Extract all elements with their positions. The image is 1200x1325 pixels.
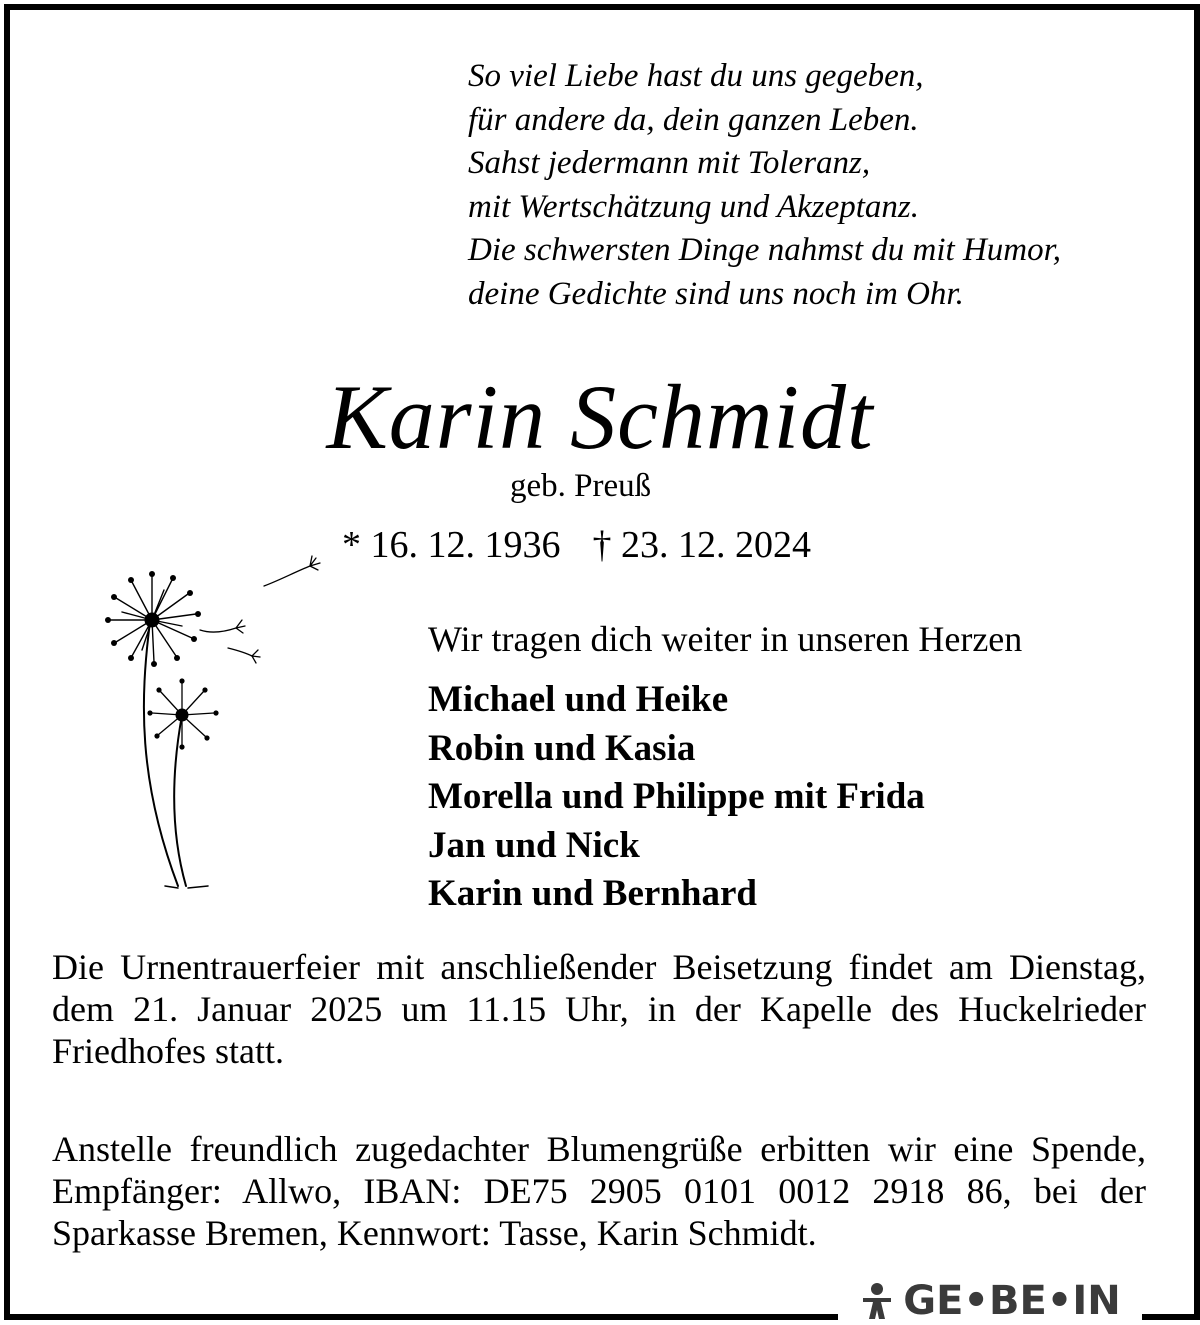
poem bbox=[468, 55, 1168, 316]
poem-line: mit Wertschätzung und Akzeptanz. bbox=[468, 188, 919, 225]
mourner-list bbox=[428, 676, 925, 919]
poem-line: Die schwersten Dinge nahmst du mit Humor, bbox=[468, 232, 1062, 268]
poem-line: Sahst jedermann mit Toleranz, bbox=[468, 145, 871, 181]
death-date: † 23. 12. 2024 bbox=[592, 524, 811, 566]
gebein-logo-text: GE•BE•IN bbox=[903, 1277, 1121, 1324]
deceased-name: Karin Schmidt bbox=[326, 366, 874, 468]
dandelion-icon bbox=[100, 550, 380, 900]
poem-line: für andere da, dein ganzen Leben. bbox=[468, 101, 919, 138]
gebein-logo-icon bbox=[859, 1282, 895, 1320]
mourner-name: Morella und Philippe mit Frida bbox=[428, 776, 925, 817]
deceased-name-row bbox=[0, 362, 1200, 472]
life-dates bbox=[342, 522, 811, 568]
service-paragraph: Die Urnentrauerfeier mit anschließender Beisetzung findet am Dienstag, dem 21. Januar 2025 um 11.15 Uhr, in der Kapelle des Huckelrieder Friedhofes statt. bbox=[52, 947, 1146, 1071]
donation-paragraph: Anstelle freundlich zugedachter Blumengrüße erbitten wir eine Spende, Empfänger: Allwo, IBAN: DE75 2905 0101 0012 2918 86, bei der Sparkasse Bremen, Kennwort: Tasse, Karin Schmidt. bbox=[52, 1129, 1146, 1253]
mourner-name: Michael und Heike bbox=[428, 679, 729, 720]
birth-date: * 16. 12. 1936 bbox=[342, 524, 561, 566]
gebein-logo bbox=[838, 1276, 1142, 1325]
mourner-name: Jan und Nick bbox=[428, 824, 640, 866]
birth-name: geb. Preuß bbox=[510, 468, 652, 504]
poem-line: deine Gedichte sind uns noch im Ohr. bbox=[468, 275, 964, 312]
mourner-name: Robin und Kasia bbox=[428, 727, 696, 769]
tagline: Wir tragen dich weiter in unseren Herzen bbox=[428, 619, 1023, 659]
poem-line: So viel Liebe hast du uns gegeben, bbox=[468, 58, 924, 94]
mourner-name: Karin und Bernhard bbox=[428, 873, 757, 914]
